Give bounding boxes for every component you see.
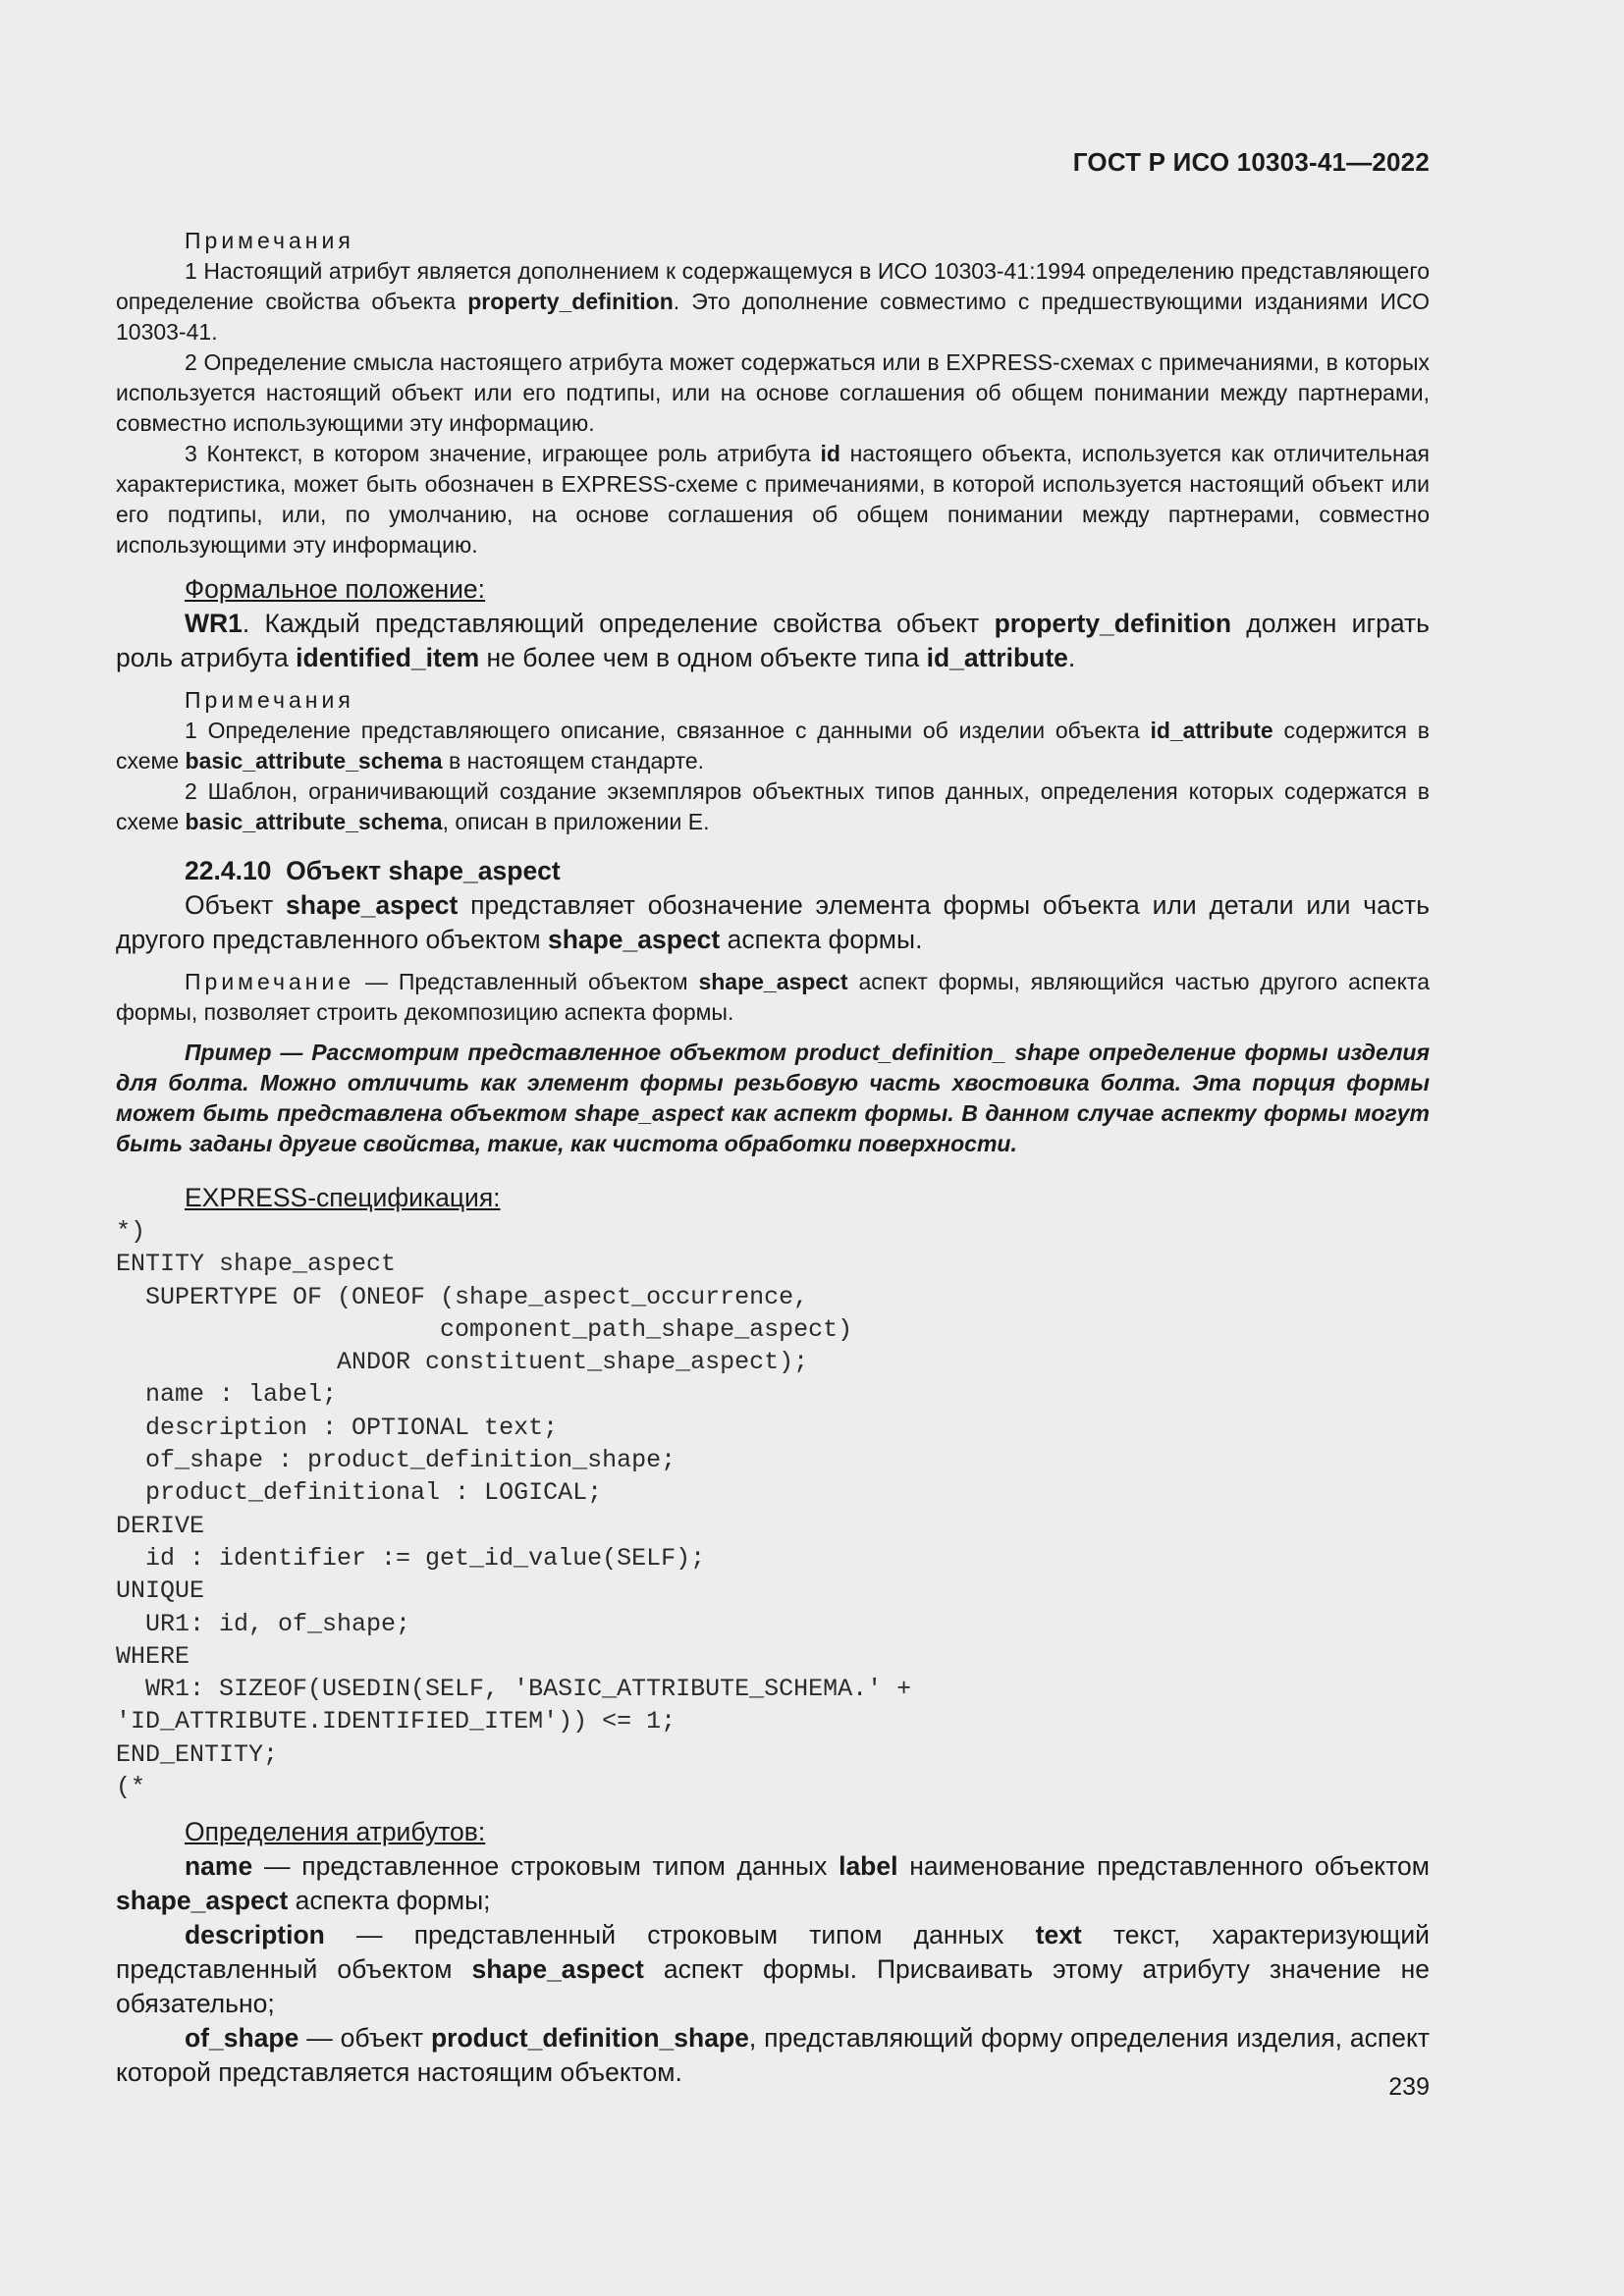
wr1-statement: WR1. Каждый представляющий определение свойства объект property_definition должен играть роль атрибута identified_item не более чем в одном объекте типа id_attribute. xyxy=(116,609,1430,672)
section-intro: Объект shape_aspect представляет обозначение элемента формы объекта или детали или часть другого представленного объектом shape_aspect аспекта формы. xyxy=(116,890,1430,954)
formal-block xyxy=(116,572,1430,675)
note2-2: 2 Шаблон, ограничивающий создание экземпляров объектных типов данных, определения которых содержатся в схеме basic_attribute_schema, описан в приложении Е. xyxy=(116,778,1430,834)
page-number: 239 xyxy=(1388,2073,1430,2101)
attr-description: description — представленный строковым типом данных text текст, характеризующий представленный объектом shape_aspect аспект формы. Присваивать этому атрибуту значение не обязательно; xyxy=(116,1920,1430,2018)
express-code: *) ENTITY shape_aspect SUPERTYPE OF (ONEOF (shape_aspect_occurrence, component_path_shape_aspect) ANDOR constituent_shape_aspect); name : label; description : OPTIONAL text; of_shape : product_definition_shape; product_definitional : LOGICAL; DERIVE id : identifier := get_id_value(SELF); UNIQUE UR1: id, of_shape; WHERE WR1: SIZEOF(USEDIN(SELF, 'BASIC_ATTRIBUTE_SCHEMA.' + 'ID_ATTRIBUTE.IDENTIFIED_ITEM')) <= 1; END_ENTITY; (* xyxy=(116,1217,912,1802)
notes-block-1 xyxy=(116,226,1430,561)
notes-title-2: Примечания xyxy=(185,687,354,713)
note-3: 3 Контекст, в котором значение, играющее роль атрибута id настоящего объекта, используется как отличительная характеристика, может быть обозначен в EXPRESS-схеме с примечаниями, в которой используется настоящий объект или его подтипы, или, по умолчанию, на основе соглашения об общем понимании между партнерами, совместно использующими эту информацию. xyxy=(116,441,1430,558)
note2-1: 1 Определение представляющего описание, связанное с данными об изделии объекта id_attribute содержится в схеме basic_attribute_schema в настоящем стандарте. xyxy=(116,718,1431,774)
formal-title: Формальное положение: xyxy=(185,574,486,604)
express-block xyxy=(116,1181,1430,1803)
attribute-definitions xyxy=(116,1815,1430,2090)
notes-title: Примечания xyxy=(185,228,354,253)
attr-name: name — представленное строковым типом данных label наименование представленного объектом shape_aspect аспекта формы; xyxy=(116,1851,1430,1915)
notes-block-2 xyxy=(116,685,1430,837)
attr-of-shape: of_shape — объект product_definition_shape, представляющий форму определения изделия, аспект которой представляется настоящим объектом. xyxy=(116,2023,1431,2087)
section-heading: 22.4.10 Объект shape_aspect xyxy=(185,856,561,885)
note-2: 2 Определение смысла настоящего атрибута может содержаться или в EXPRESS-схемах с примечаниями, в которых используется настоящий объект или его подтипы, или на основе соглашения об общем понимании между партнерами, совместно использующими эту информацию. xyxy=(116,349,1430,436)
section-example: Пример — Рассмотрим представленное объектом product_definition_ shape определение формы изделия для болта. Можно отличить как элемент формы резьбовую часть хвостовика болта. Эта порция формы может быть представлена объектом shape_aspect как аспект формы. В данном случае аспекту формы могут быть заданы другие свойства, такие, как чистота обработки поверхности. xyxy=(116,1040,1430,1156)
attr-defs-title: Определения атрибутов: xyxy=(185,1817,486,1846)
document-id: ГОСТ Р ИСО 10303-41—2022 xyxy=(1072,147,1430,177)
express-title: EXPRESS-спецификация: xyxy=(185,1183,501,1212)
section-22-4-10 xyxy=(116,854,1430,1159)
section-note: Примечание — Представленный объектом shape_aspect аспект формы, являющийся частью другого аспекта формы, позволяет строить декомпозицию аспекта формы. xyxy=(116,969,1430,1025)
note-1: 1 Настоящий атрибут является дополнением к содержащемуся в ИСО 10303-41:1994 определению представляющего определение свойства объекта property_definition. Это дополнение совместимо с предшествующими изданиями ИСО 10303-41. xyxy=(116,258,1430,345)
